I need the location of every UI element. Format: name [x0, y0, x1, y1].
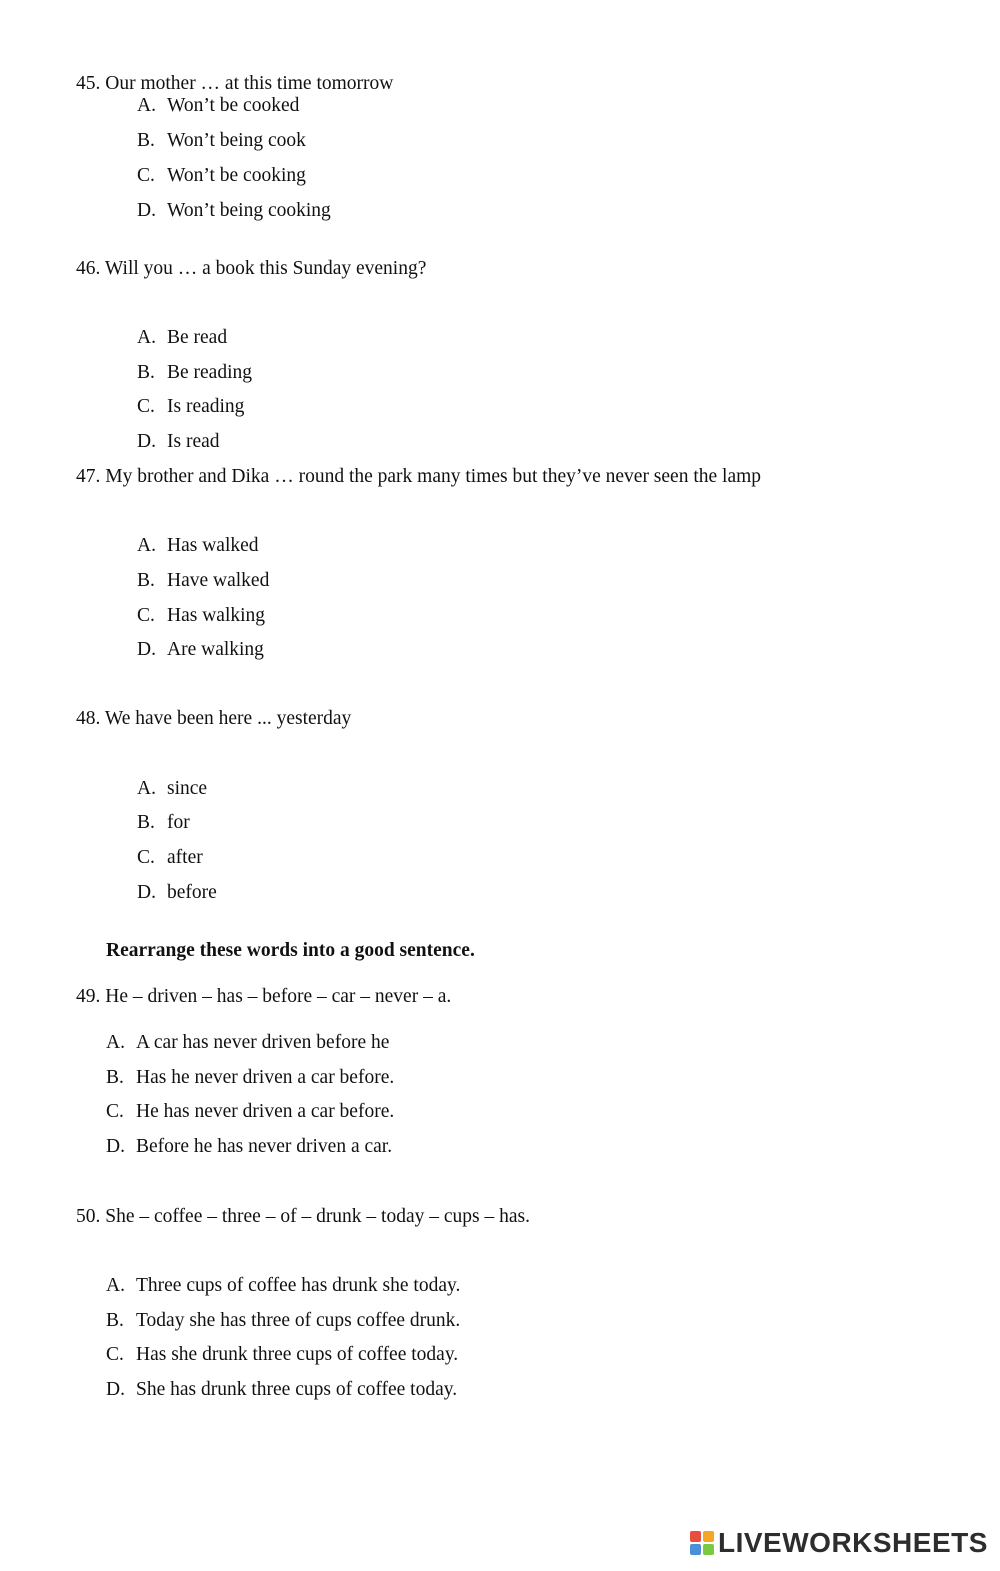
q45-option-c[interactable]	[137, 166, 306, 186]
q47-option-c[interactable]	[137, 606, 265, 626]
q49-option-d[interactable]	[106, 1137, 392, 1157]
option-letter: C.	[137, 847, 155, 868]
option-letter: B.	[106, 1067, 124, 1088]
option-letter: D.	[137, 882, 156, 903]
option-text: Won’t be cooked	[167, 95, 300, 116]
option-text: for	[167, 812, 190, 833]
q48-option-b[interactable]	[137, 813, 190, 833]
option-text: Is reading	[167, 396, 245, 417]
option-text: Before he has never driven a car.	[136, 1136, 393, 1157]
liveworksheets-logo[interactable]	[690, 1528, 988, 1558]
question-49-stem: 49. He – driven – has – before – car – never – a.	[76, 986, 452, 1007]
q50-option-d[interactable]	[106, 1380, 457, 1400]
option-letter: C.	[137, 605, 155, 626]
option-text: after	[167, 847, 203, 868]
q46-option-a[interactable]	[137, 328, 227, 348]
option-text: Are walking	[167, 639, 264, 660]
option-text: Today she has three of cups coffee drunk.	[136, 1310, 461, 1331]
liveworksheets-logo-icon	[690, 1531, 714, 1555]
q50-option-c[interactable]	[106, 1345, 458, 1365]
option-letter: A.	[106, 1275, 125, 1296]
option-text: Be reading	[167, 362, 253, 383]
q48-option-d[interactable]	[137, 883, 217, 903]
q47-option-d[interactable]	[137, 640, 264, 660]
option-letter: D.	[106, 1379, 125, 1400]
q45-option-d[interactable]	[137, 201, 331, 221]
option-text: Three cups of coffee has drunk she today.	[136, 1275, 461, 1296]
option-letter: D.	[137, 639, 156, 660]
q49-option-b[interactable]	[106, 1068, 394, 1088]
q48-option-c[interactable]	[137, 848, 203, 868]
question-46-stem: 46. Will you … a book this Sunday evening?	[76, 258, 427, 279]
option-text: Have walked	[167, 570, 270, 591]
q46-option-c[interactable]	[137, 397, 244, 417]
q47-option-a[interactable]	[137, 536, 259, 556]
question-45-stem: 45. Our mother … at this time tomorrow	[76, 73, 394, 94]
question-50-stem: 50. She – coffee – three – of – drunk – today – cups – has.	[76, 1206, 530, 1227]
option-letter: D.	[137, 200, 156, 221]
option-text: Has he never driven a car before.	[136, 1067, 395, 1088]
q50-option-a[interactable]	[106, 1276, 460, 1296]
option-text: He has never driven a car before.	[136, 1101, 395, 1122]
q46-option-b[interactable]	[137, 363, 252, 383]
option-letter: B.	[137, 812, 155, 833]
option-letter: B.	[106, 1310, 124, 1331]
q49-option-a[interactable]	[106, 1033, 389, 1053]
logo-square	[690, 1531, 701, 1542]
q45-option-a[interactable]	[137, 96, 299, 116]
q47-option-b[interactable]	[137, 571, 269, 591]
option-letter: A.	[137, 778, 156, 799]
option-letter: A.	[106, 1032, 125, 1053]
option-letter: B.	[137, 570, 155, 591]
logo-square	[703, 1544, 714, 1555]
option-text: Has she drunk three cups of coffee today.	[136, 1344, 459, 1365]
option-letter: C.	[106, 1101, 124, 1122]
option-text: Has walking	[167, 605, 266, 626]
option-text: A car has never driven before he	[136, 1032, 390, 1053]
logo-square	[703, 1531, 714, 1542]
option-text: Won’t being cooking	[167, 200, 331, 221]
logo-text: LIVEWORKSHEETS	[718, 1527, 988, 1558]
option-letter: A.	[137, 95, 156, 116]
option-text: Be read	[167, 327, 228, 348]
q49-option-c[interactable]	[106, 1102, 394, 1122]
option-text: before	[167, 882, 217, 903]
q45-option-b[interactable]	[137, 131, 306, 151]
option-letter: A.	[137, 535, 156, 556]
question-48-stem: 48. We have been here ... yesterday	[76, 708, 352, 729]
option-text: Is read	[167, 431, 220, 452]
option-text: Won’t be cooking	[167, 165, 306, 186]
question-47-stem: 47. My brother and Dika … round the park many times but they’ve never seen the lamp	[76, 466, 762, 487]
option-text: She has drunk three cups of coffee today.	[136, 1379, 458, 1400]
section-heading: Rearrange these words into a good sentence.	[106, 940, 475, 961]
q48-option-a[interactable]	[137, 779, 207, 799]
option-letter: C.	[137, 165, 155, 186]
option-letter: B.	[137, 362, 155, 383]
logo-square	[690, 1544, 701, 1555]
option-letter: A.	[137, 327, 156, 348]
q46-option-d[interactable]	[137, 432, 220, 452]
option-text: since	[167, 778, 208, 799]
option-letter: D.	[137, 431, 156, 452]
option-letter: B.	[137, 130, 155, 151]
option-letter: D.	[106, 1136, 125, 1157]
option-letter: C.	[137, 396, 155, 417]
option-letter: C.	[106, 1344, 124, 1365]
q50-option-b[interactable]	[106, 1311, 460, 1331]
option-text: Has walked	[167, 535, 259, 556]
option-text: Won’t being cook	[167, 130, 306, 151]
